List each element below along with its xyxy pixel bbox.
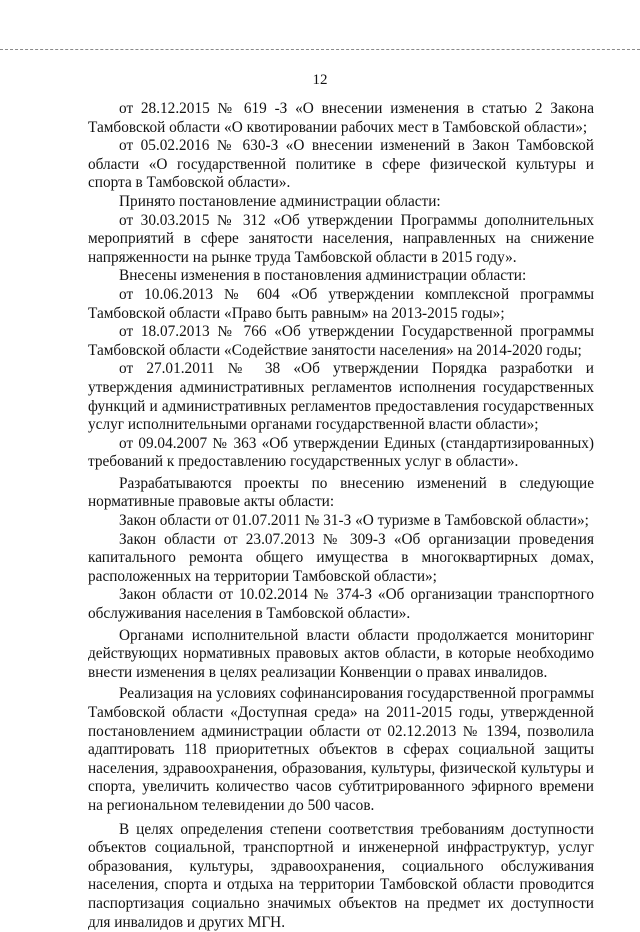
paragraph: Реализация на условиях софинансирования государственной программы Тамбовской области «Доступная среда» на 2011-2015 годы, утвержденной постановлением администрации области от 02.12.2013 № 1394, позволила адаптировать 118 приоритетных объектов в сферах социальной защиты населения, здравоохранения, образования, культуры, физической культуры и спорта, увеличить количество часов субтитрированного эфирного времени на региональном телевидении до 500 часов. (88, 685, 594, 814)
page-top-dashed-rule (0, 49, 640, 50)
page-number: 12 (312, 72, 328, 88)
paragraph: от 09.04.2007 № 363 «Об утверждении Единых (стандартизированных) требований к предоставлению государственных услуг в области». (88, 434, 594, 471)
paragraph: Органами исполнительной власти области продолжается мониторинг действующих нормативных правовых актов области, в которые необходимо внести изменения в целях реализации Конвенции о правах инвалидов. (88, 626, 594, 681)
paragraph: Разрабатываются проекты по внесению изменений в следующие нормативные правовые акты области: (88, 474, 594, 511)
paragraph: Внесены изменения в постановления администрации области: (119, 267, 527, 285)
paragraph: от 27.01.2011 № 38 «Об утверждении Порядка разработки и утверждения административных регламентов исполнения государственных функций и административных регламентов предоставления государственных услуг исполнительными органами государственной власти области»; (88, 360, 594, 434)
paragraph: от 28.12.2015 № 619 -З «О внесении изменения в статью 2 Закона Тамбовской области «О квотировании рабочих мест в Тамбовской области»; (88, 100, 594, 136)
paragraph: Закон области от 10.02.2014 № 374-З «Об организации транспортного обслуживания населения в Тамбовской области». (88, 586, 594, 623)
paragraph: В целях определения степени соответствия требованиям доступности объектов социальной, транспортной и инженерной инфраструктур, услуг образования, культуры, здравоохранения, социального обслуживания населения, спорта и отдыха на территории Тамбовской области проводится паспортизация социально значимых объектов на предмет их доступности для инвалидов и других МГН. (88, 820, 594, 931)
document-body (88, 100, 594, 932)
paragraph: Закон области от 01.07.2011 № 31-З «О туризме в Тамбовской области»; (119, 512, 589, 530)
paragraph: от 10.06.2013 № 604 «Об утверждении комплексной программы Тамбовской области «Право быть равным» на 2013-2015 годы»; (88, 285, 594, 322)
paragraph: Закон области от 23.07.2013 № 309-З «Об организации проведения капитального ремонта общего имущества в многоквартирных домах, расположенных на территории Тамбовской области»; (88, 530, 594, 585)
paragraph: от 18.07.2013 № 766 «Об утверждении Государственной программы Тамбовской области «Содействие занятости населения» на 2014-2020 годы; (88, 323, 594, 359)
paragraph: от 30.03.2015 № 312 «Об утверждении Программы дополнительных мероприятий в сфере занятости населения, направленных на снижение напряженности на рынке труда Тамбовской области в 2015 году». (88, 211, 594, 266)
paragraph: от 05.02.2016 № 630-З «О внесении изменений в Закон Тамбовской области «О государственной политике в сфере физической культуры и спорта в Тамбовской области». (88, 137, 594, 192)
paragraph: Принято постановление администрации области: (119, 192, 441, 210)
